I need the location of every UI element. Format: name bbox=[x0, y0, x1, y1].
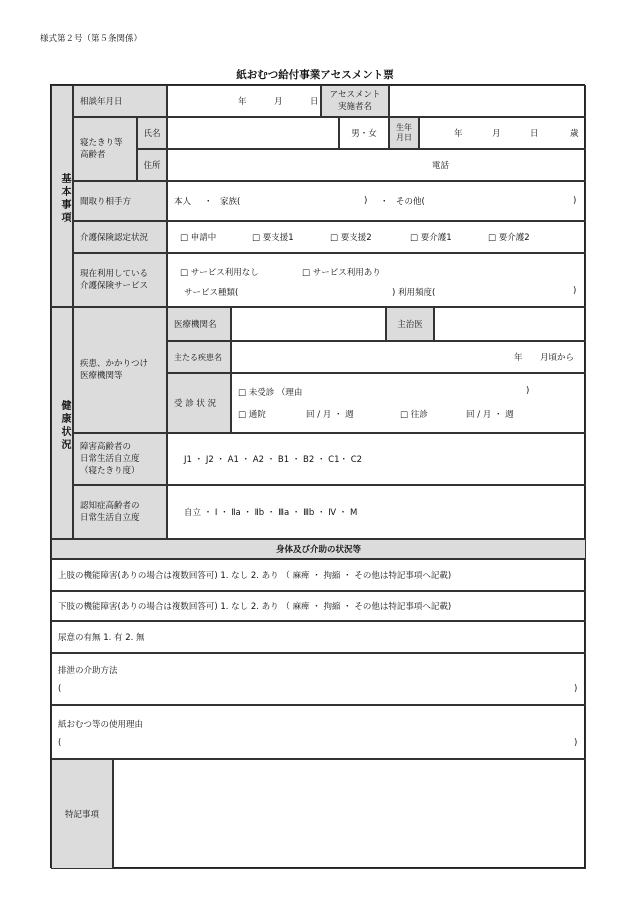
service-none-checkbox[interactable]: □ サービス利用なし bbox=[180, 268, 259, 278]
care-cert-care1-checkbox[interactable]: □ 要介護1 bbox=[410, 233, 452, 243]
name-field[interactable] bbox=[167, 117, 339, 149]
outpatient-checkbox[interactable]: □ 通院 bbox=[238, 410, 266, 420]
institution-label: 医療機関名 bbox=[167, 307, 231, 341]
health-section-label: 健康状況 bbox=[51, 307, 73, 539]
main-disease-label: 主たる疾患名 bbox=[167, 341, 231, 373]
doctor-label: 主治医 bbox=[386, 307, 434, 341]
form-title: 紙おむつ給付事業アセスメント票 bbox=[236, 69, 394, 81]
special-notes-label: 特記事項 bbox=[51, 759, 113, 869]
home-visit-checkbox[interactable]: □ 往診 bbox=[400, 410, 428, 420]
urge-row[interactable]: 尿意の有無 1. 有 2. 無 bbox=[51, 621, 586, 653]
care-cert-support1-checkbox[interactable]: □ 要支援1 bbox=[252, 233, 294, 243]
assessor-label: アセスメント 実施者名 bbox=[321, 85, 389, 117]
bedridden-scale[interactable]: J1 ・ J2 ・ A1 ・ A2 ・ B1 ・ B2 ・ C1・ C2 bbox=[167, 433, 586, 485]
doctor-field[interactable] bbox=[434, 307, 586, 341]
form-number: 様式第２号（第５条関係） bbox=[40, 34, 143, 44]
address-label: 住所 bbox=[137, 149, 167, 181]
service-label: 現在利用している 介護保険サービス bbox=[73, 253, 167, 307]
special-notes-field[interactable] bbox=[113, 759, 586, 869]
birth-label: 生年 月日 bbox=[389, 117, 419, 149]
service-field: □ サービス利用なし □ サービス利用あり サービス種類( ) 利用頻度( ) bbox=[167, 253, 586, 307]
dementia-label: 認知症高齢者の 日常生活自立度 bbox=[73, 485, 167, 539]
diaper-reason-row[interactable]: 紙おむつ等の使用理由 ( ) bbox=[51, 705, 586, 759]
care-cert-applying-checkbox[interactable]: □ 申請中 bbox=[180, 233, 217, 243]
lower-limb-row[interactable]: 下肢の機能障害(ありの場合は複数回答可) 1. なし 2. あり （ 麻痺 ・ 拘縮 ・ その他は特記事項へ記載) bbox=[51, 591, 586, 621]
dementia-scale[interactable]: 自立 ・ Ⅰ ・ Ⅱa ・ Ⅱb ・ Ⅲa ・ Ⅲb ・ Ⅳ ・ M bbox=[167, 485, 586, 539]
visit-field: □ 未受診 （理由 ) □ 通院 回 / 月 ・ 週 □ 往診 回 / 月 ・ 週 bbox=[231, 373, 586, 433]
diaper-reason-label: 紙おむつ等の使用理由 bbox=[58, 720, 144, 730]
name-label: 氏名 bbox=[137, 117, 167, 149]
birth-field[interactable]: 年 月 日 歳 bbox=[419, 117, 586, 149]
assessor-field[interactable] bbox=[389, 85, 586, 117]
phone-label: 電話 bbox=[432, 161, 450, 171]
basic-section-label: 基本事項 bbox=[51, 85, 73, 307]
consult-date-field[interactable]: 年 月 日 bbox=[167, 85, 321, 117]
consult-date-label: 相談年月日 bbox=[73, 85, 167, 117]
elderly-label: 寝たきり等 高齢者 bbox=[73, 117, 137, 181]
address-field[interactable] bbox=[167, 149, 586, 181]
care-cert-field bbox=[167, 221, 586, 253]
bedridden-label: 障害高齢者の 日常生活自立度 （寝たきり度） bbox=[73, 433, 167, 485]
sex-select[interactable]: 男・女 bbox=[339, 117, 389, 149]
not-visited-checkbox[interactable]: □ 未受診 （理由 bbox=[238, 388, 303, 398]
upper-limb-row[interactable]: 上肢の機能障害(ありの場合は複数回答可) 1. なし 2. あり （ 麻痺 ・ 拘縮 ・ その他は特記事項へ記載) bbox=[51, 559, 586, 591]
visit-label: 受 診 状 況 bbox=[167, 373, 231, 433]
informant-label: 聞取り相手方 bbox=[73, 181, 167, 221]
service-yes-checkbox[interactable]: □ サービス利用あり bbox=[302, 268, 381, 278]
assessment-sheet bbox=[50, 84, 585, 868]
care-cert-support2-checkbox[interactable]: □ 要支援2 bbox=[330, 233, 372, 243]
physical-section-header: 身体及び介助の状況等 bbox=[51, 539, 586, 559]
care-cert-label: 介護保険認定状況 bbox=[73, 221, 167, 253]
care-cert-care2-checkbox[interactable]: □ 要介護2 bbox=[488, 233, 530, 243]
main-disease-field[interactable]: 年 月頃から bbox=[231, 341, 586, 373]
excretion-row[interactable]: 排泄の介助方法 ( ) bbox=[51, 653, 586, 705]
disease-label: 疾患、かかりつけ 医療機関等 bbox=[73, 307, 167, 433]
institution-field[interactable] bbox=[231, 307, 386, 341]
excretion-label: 排泄の介助方法 bbox=[58, 666, 118, 676]
informant-field[interactable]: 本人 ・ 家族( ) ・ その他( ) bbox=[167, 181, 586, 221]
